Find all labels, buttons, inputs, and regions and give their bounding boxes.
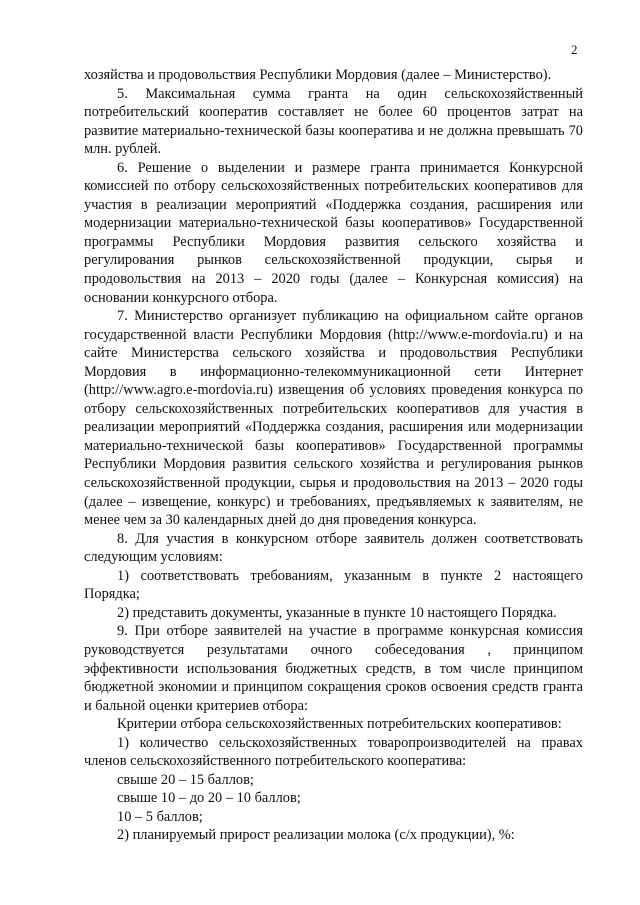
paragraph-8-item-2: 2) представить документы, указанные в пункте 10 настоящего Порядка. xyxy=(117,604,557,621)
criterion-1-option-c: 10 – 5 баллов; xyxy=(117,808,203,825)
criterion-1: 1) количество сельскохозяйственных товаропроизводителей на правах членов сельскохозяйственного потребительского кооператива: xyxy=(84,734,583,770)
paragraph-8-item-1: 1) соответствовать требованиям, указанным в пункте 2 настоящего Порядка; xyxy=(84,567,583,603)
paragraph-9: 9. При отборе заявителей на участие в программе конкурсная комиссия руководствуется результатами очного собеседования , принципом эффективности использования бюджетных средств, в том числе принципом бюджетной экономии и принципом сокращения сроков освоения средств гранта и бальной оценки критериев отбора: xyxy=(84,623,583,714)
paragraph-5: 5. Максимальная сумма гранта на один сельскохозяйственный потребительский кооператив составляет не более 60 процентов затрат на развитие материально-технической базы кооператива и не должна превышать 70 млн. рублей. xyxy=(84,85,583,158)
document-body xyxy=(84,66,583,845)
criteria-title: Критерии отбора сельскохозяйственных потребительских кооперативов: xyxy=(117,716,562,733)
paragraph-7: 7. Министерство организует публикацию на официальном сайте органов государственной власти Республики Мордовия (http://www.e-mordovia.ru) и на сайте Министерства сельского хозяйства и продовольствия Республики Мордовия в информационно-телекоммуникационной сети Интернет (http://www.agro.e-mordovia.ru) извещения об условиях проведения конкурса по отбору сельскохозяйственных потребительских кооперативов для участия в реализации мероприятий «Поддержка создания, расширения или модернизации материально-технической базы кооперативов» Государственной программы Республики Мордовия развития сельского хозяйства и регулирования рынков сельскохозяйственной продукции, сырья и продовольствия на 2013 – 2020 годы (далее – извещение, конкурс) и требованиях, предъявляемых к заявителям, не менее чем за 30 календарных дней до дня проведения конкурса. xyxy=(84,308,583,529)
page-number: 2 xyxy=(571,42,578,57)
paragraph-6: 6. Решение о выделении и размере гранта принимается Конкурсной комиссией по отбору сельскохозяйственных потребительских кооперативов для участия в реализации мероприятий «Поддержка создания, расширения или модернизации материально-технической базы кооперативов» Государственной программы Республики Мордовия развития сельского хозяйства и регулирования рынков сельскохозяйственной продукции, сырья и продовольствия на 2013 – 2020 годы (далее – Конкурсная комиссия) на основании конкурсного отбора. xyxy=(84,159,583,306)
paragraph-8: 8. Для участия в конкурсном отборе заявитель должен соответствовать следующим условиям: xyxy=(84,530,583,566)
criterion-2: 2) планируемый прирост реализации молока (с/х продукции), %: xyxy=(117,827,515,844)
criterion-1-option-b: свыше 10 – до 20 – 10 баллов; xyxy=(117,790,301,807)
paragraph-4-end: хозяйства и продовольствия Республики Мордовия (далее – Министерство). xyxy=(84,67,552,83)
criterion-1-option-a: свыше 20 – 15 баллов; xyxy=(117,771,254,788)
